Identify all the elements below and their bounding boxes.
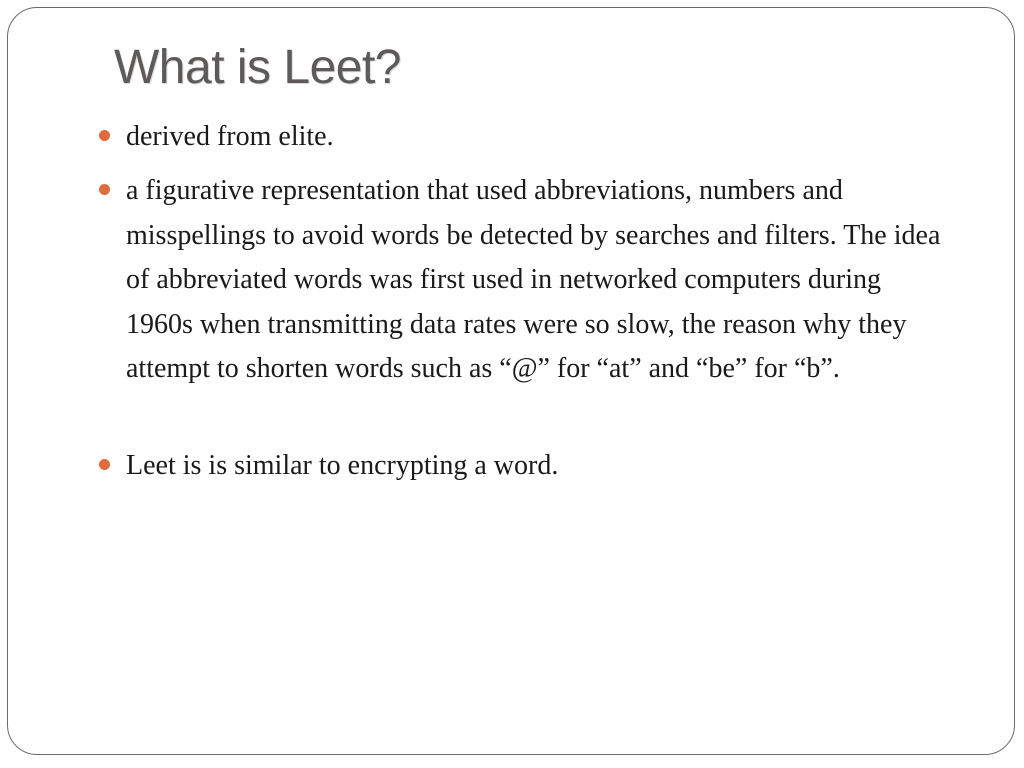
slide-title: What is Leet?	[114, 41, 401, 94]
bullet-item-encryption	[126, 444, 941, 489]
bullet-text: derived from elite.	[126, 121, 334, 152]
bullet-dot-icon	[99, 184, 110, 195]
bullet-dot-icon	[99, 130, 110, 141]
bullet-item-definition	[126, 169, 941, 392]
bullet-text: a figurative representation that used abbreviations, numbers and misspellings to avoid words be detected by searches and filters. The idea of abbreviated words was first used in networked computers during 1960s when transmitting data rates were so slow, the reason why they attempt to shorten words such as “@” for “at” and “be” for “b”.	[126, 175, 941, 384]
bullet-text: Leet is is similar to encrypting a word.	[126, 450, 559, 481]
bullet-dot-icon	[99, 459, 110, 470]
bullet-item-derived	[126, 115, 941, 160]
